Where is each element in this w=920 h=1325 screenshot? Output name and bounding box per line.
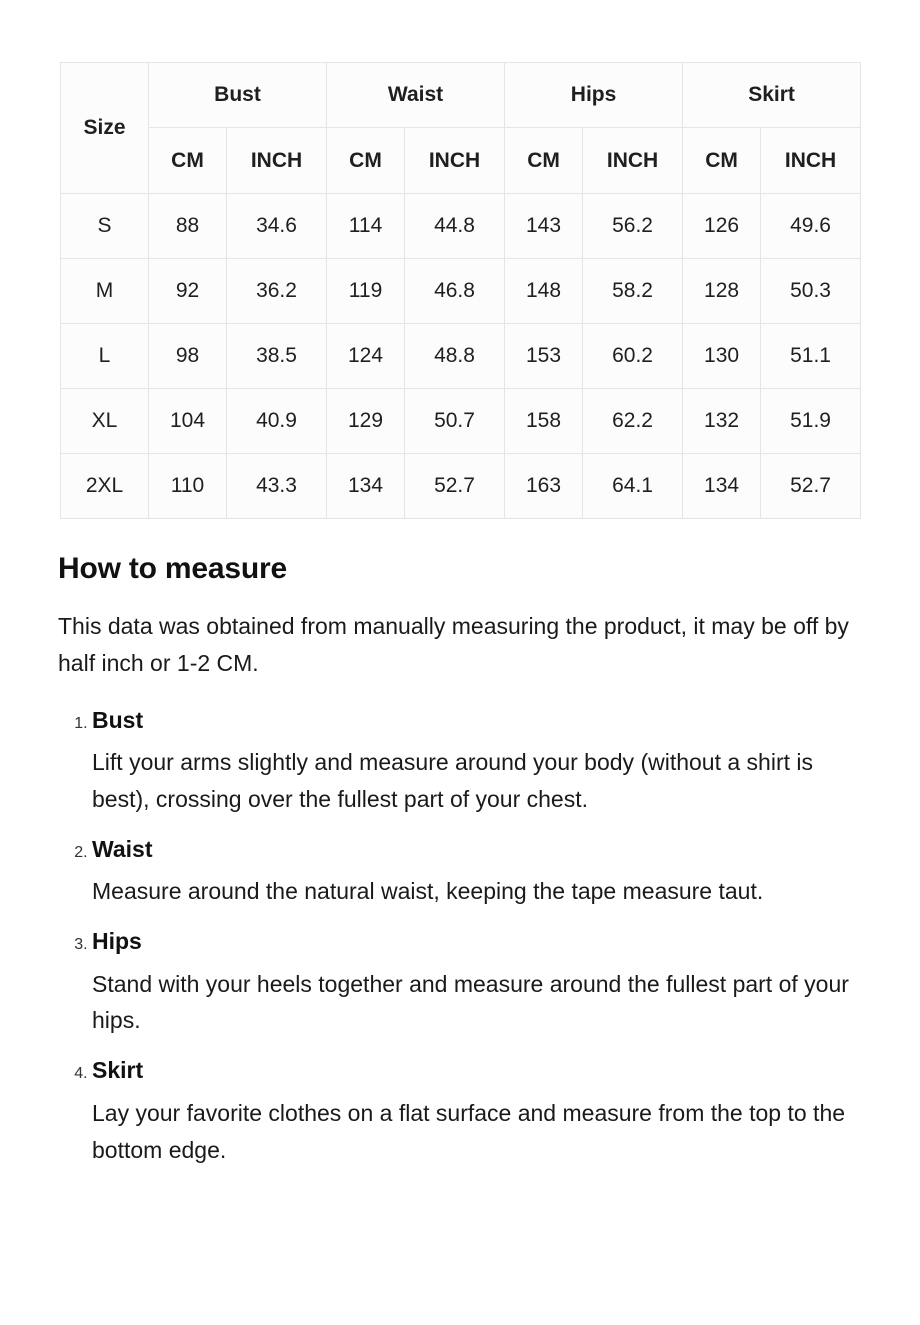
cell-skirt-cm: 130 — [683, 324, 761, 389]
cell-waist-inch: 44.8 — [405, 194, 505, 259]
cell-size: M — [61, 259, 149, 324]
cell-hips-inch: 64.1 — [583, 454, 683, 519]
cell-size: S — [61, 194, 149, 259]
cell-waist-cm: 134 — [327, 454, 405, 519]
column-header-skirt: Skirt — [683, 63, 861, 128]
column-header-waist: Waist — [327, 63, 505, 128]
size-chart-table — [60, 62, 861, 519]
unit-header-skirt-inch: INCH — [761, 128, 861, 194]
cell-bust-cm: 88 — [149, 194, 227, 259]
step-body: Stand with your heels together and measure around the fullest part of your hips. — [92, 970, 849, 1034]
size-chart-container — [60, 62, 860, 519]
cell-hips-cm: 163 — [505, 454, 583, 519]
cell-hips-cm: 143 — [505, 194, 583, 259]
step-body: Measure around the natural waist, keeping the tape measure taut. — [92, 878, 764, 905]
cell-bust-inch: 36.2 — [227, 259, 327, 324]
unit-header-waist-inch: INCH — [405, 128, 505, 194]
cell-hips-inch: 62.2 — [583, 389, 683, 454]
list-item — [92, 707, 868, 818]
column-header-size: Size — [61, 63, 149, 194]
step-title: 1. Bust — [92, 706, 144, 733]
cell-waist-cm: 119 — [327, 259, 405, 324]
cell-skirt-cm: 134 — [683, 454, 761, 519]
step-title: 4. Skirt — [92, 1057, 144, 1084]
table-row — [61, 324, 861, 389]
cell-skirt-inch: 50.3 — [761, 259, 861, 324]
cell-bust-cm: 92 — [149, 259, 227, 324]
list-item — [92, 836, 868, 910]
unit-header-hips-inch: INCH — [583, 128, 683, 194]
unit-header-bust-cm: CM — [149, 128, 227, 194]
cell-skirt-inch: 51.1 — [761, 324, 861, 389]
unit-header-hips-cm: CM — [505, 128, 583, 194]
step-body: Lift your arms slightly and measure around your body (without a shirt is best), crossing over the fullest part of your chest. — [92, 749, 813, 812]
step-title: 2. Waist — [92, 835, 153, 862]
cell-waist-inch: 50.7 — [405, 389, 505, 454]
cell-hips-inch: 56.2 — [583, 194, 683, 259]
table-row — [61, 454, 861, 519]
step-title: 3. Hips — [92, 928, 142, 955]
cell-hips-cm: 148 — [505, 259, 583, 324]
cell-bust-inch: 34.6 — [227, 194, 327, 259]
cell-bust-inch: 40.9 — [227, 389, 327, 454]
table-header — [61, 63, 861, 194]
cell-size: XL — [61, 389, 149, 454]
table-header-row-groups — [61, 63, 861, 128]
cell-waist-inch: 48.8 — [405, 324, 505, 389]
step-body: Lay your favorite clothes on a flat surface and measure from the top to the bottom edge. — [92, 1099, 846, 1163]
cell-skirt-inch: 51.9 — [761, 389, 861, 454]
list-item — [92, 928, 868, 1039]
cell-hips-cm: 153 — [505, 324, 583, 389]
table-row — [61, 194, 861, 259]
cell-waist-cm: 129 — [327, 389, 405, 454]
cell-waist-inch: 46.8 — [405, 259, 505, 324]
cell-skirt-cm: 126 — [683, 194, 761, 259]
cell-bust-cm: 110 — [149, 454, 227, 519]
cell-hips-cm: 158 — [505, 389, 583, 454]
cell-bust-cm: 104 — [149, 389, 227, 454]
list-item — [92, 1057, 868, 1168]
unit-header-skirt-cm: CM — [683, 128, 761, 194]
cell-skirt-inch: 52.7 — [761, 454, 861, 519]
measure-steps-list — [58, 707, 868, 1169]
table-header-row-units — [61, 128, 861, 194]
page-title: How to measure — [58, 552, 287, 585]
cell-waist-cm: 114 — [327, 194, 405, 259]
table-body — [61, 194, 861, 519]
column-header-hips: Hips — [505, 63, 683, 128]
how-to-measure-section — [58, 552, 868, 1186]
cell-bust-inch: 38.5 — [227, 324, 327, 389]
unit-header-waist-cm: CM — [327, 128, 405, 194]
cell-size: 2XL — [61, 454, 149, 519]
cell-hips-inch: 60.2 — [583, 324, 683, 389]
cell-skirt-inch: 49.6 — [761, 194, 861, 259]
table-row — [61, 389, 861, 454]
cell-hips-inch: 58.2 — [583, 259, 683, 324]
cell-bust-cm: 98 — [149, 324, 227, 389]
table-row — [61, 259, 861, 324]
column-header-bust: Bust — [149, 63, 327, 128]
unit-header-bust-inch: INCH — [227, 128, 327, 194]
cell-waist-cm: 124 — [327, 324, 405, 389]
intro-text: This data was obtained from manually measuring the product, it may be off by half inch or 1-2 CM. — [58, 613, 849, 677]
cell-skirt-cm: 128 — [683, 259, 761, 324]
cell-skirt-cm: 132 — [683, 389, 761, 454]
cell-bust-inch: 43.3 — [227, 454, 327, 519]
cell-size: L — [61, 324, 149, 389]
cell-waist-inch: 52.7 — [405, 454, 505, 519]
